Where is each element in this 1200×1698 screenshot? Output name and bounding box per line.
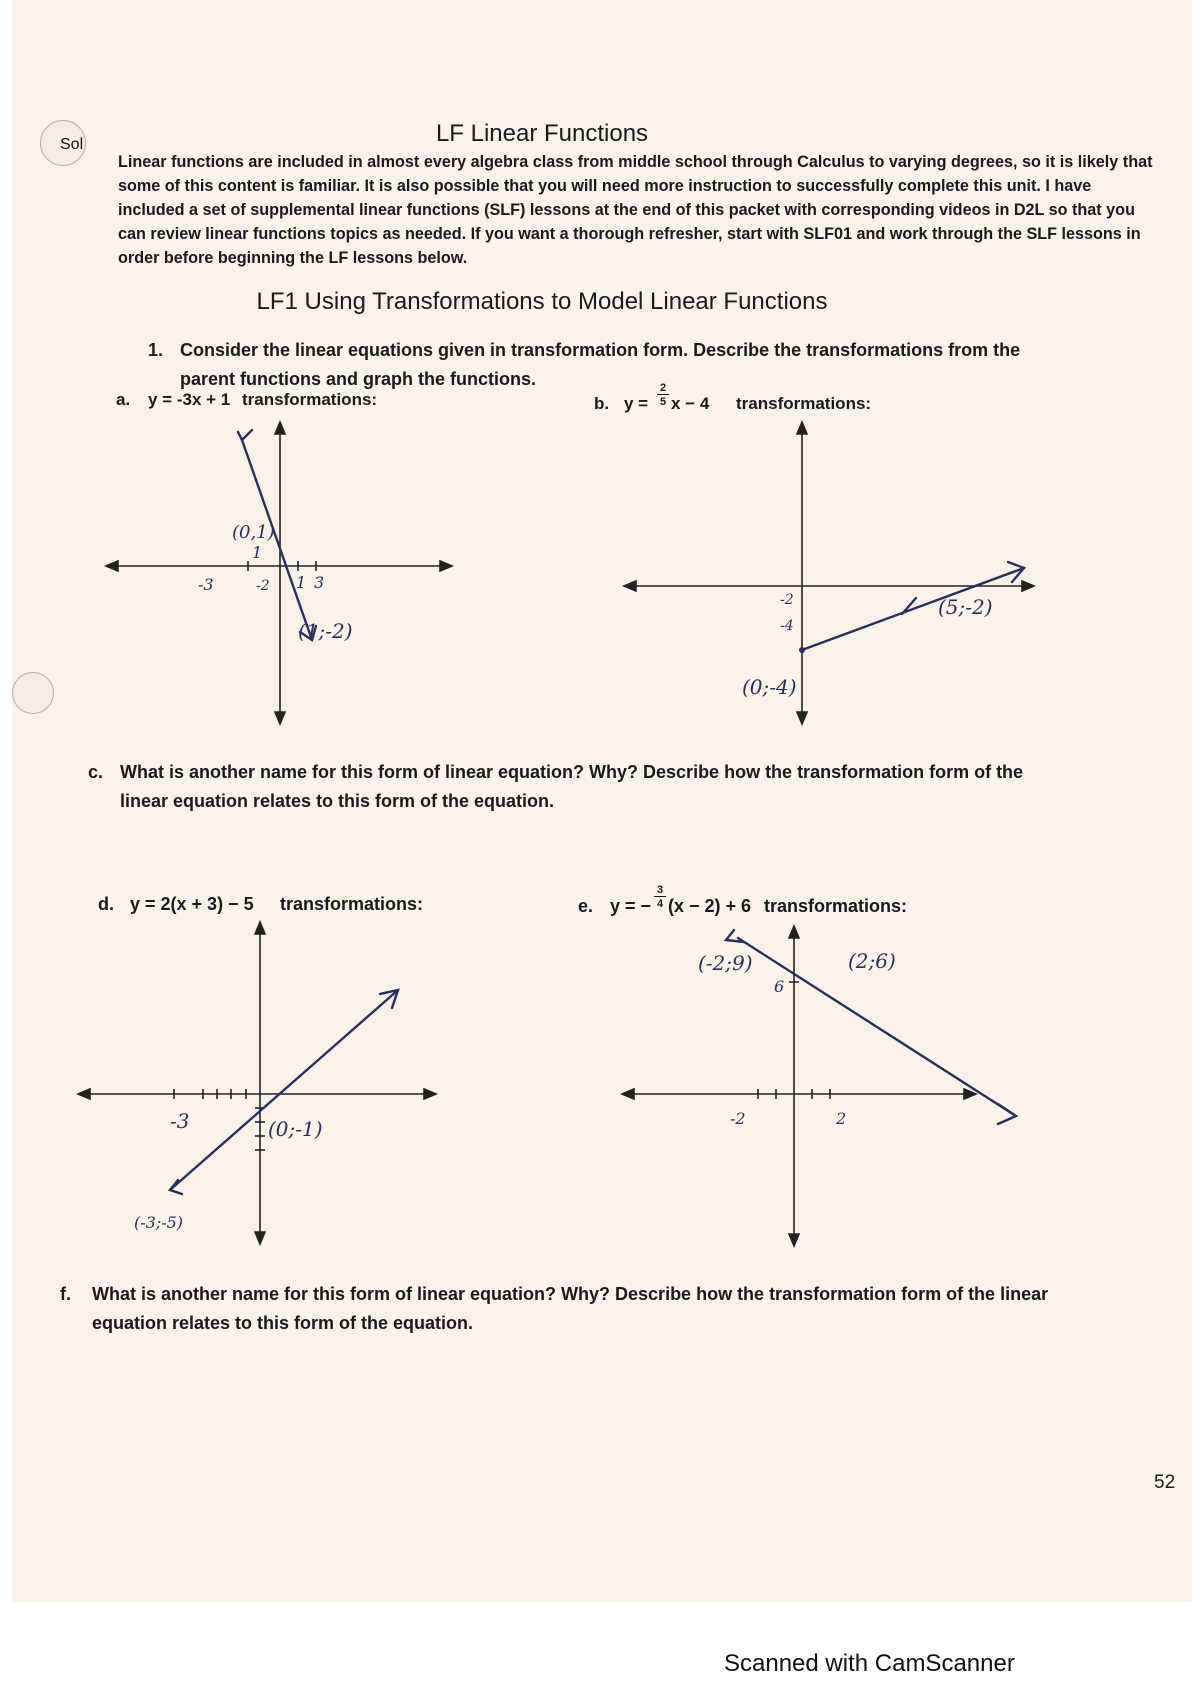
graph-d-y-arrow-top xyxy=(255,922,265,934)
graph-b-point-label-2: (0;-4) xyxy=(742,675,797,699)
sol-label: Sol xyxy=(60,136,84,153)
graph-b-y-arrow-bottom xyxy=(797,712,807,724)
graph-e-tick-label-2: 2 xyxy=(836,1109,847,1128)
problem-b-frac-den: 5 xyxy=(659,396,667,408)
problem-f-letter: f. xyxy=(60,1284,71,1304)
problem-a-label: transformations: xyxy=(242,390,378,409)
problem-b-letter: b. xyxy=(594,394,610,413)
graph-a-x-arrow-right xyxy=(440,561,452,571)
scanned-page xyxy=(12,0,1192,1602)
problem-a-letter: a. xyxy=(116,390,131,409)
graph-a-tick-label-1: 1 xyxy=(296,573,307,592)
graph-a-point-label-1: (0,1) xyxy=(232,522,275,543)
graph-e-line-arrow-bottom xyxy=(998,1104,1016,1124)
graph-a-y-arrow-top xyxy=(275,422,285,434)
graph-e-y-arrow-bottom xyxy=(789,1234,799,1246)
graph-e xyxy=(618,918,1038,1258)
problem-f-text: What is another name for this form of linear equation? Why? Describe how the transformation form of the linear equation relates to this form of the equation. xyxy=(92,1284,1049,1333)
graph-a-tick-label-3: 3 xyxy=(314,573,325,592)
graph-d-line xyxy=(170,990,398,1190)
problem-d-equation: y = 2(x + 3) − 5 xyxy=(130,894,254,914)
graph-b xyxy=(620,418,1040,728)
graph-d-y-arrow-bottom xyxy=(255,1232,265,1244)
graph-d-tick-label-neg3: -3 xyxy=(170,1109,190,1133)
graph-b-point-label-1: (5;-2) xyxy=(938,595,993,619)
problem-e-frac-den: 4 xyxy=(656,898,664,910)
graph-a-tick-label-neg2: -2 xyxy=(256,578,270,594)
graph-e-tick-label-neg2: -2 xyxy=(730,1109,746,1128)
graph-e-point-label-2: (2;6) xyxy=(848,949,896,973)
graph-e-point-label-1: (-2;9) xyxy=(698,951,753,975)
problem-e-letter: e. xyxy=(578,896,594,916)
graph-a-tick-label-neg3: -3 xyxy=(198,575,214,594)
graph-a-point-label-2: (1;-2) xyxy=(298,619,353,643)
problem-e-eq-end: (x − 2) + 6 xyxy=(668,896,752,916)
section-title: LF1 Using Transformations to Model Linear Functions xyxy=(256,288,828,315)
question-number: 1. xyxy=(148,340,164,360)
problem-b-eq-end: x − 4 xyxy=(671,394,710,413)
graph-a-x-arrow-left xyxy=(106,561,118,571)
graph-d-x-arrow-right xyxy=(424,1089,436,1099)
graph-e-y-arrow-top xyxy=(789,926,799,938)
scanner-watermark: Scanned with CamScanner xyxy=(724,1650,1015,1677)
graph-d xyxy=(74,918,474,1248)
problem-e-frac-num: 3 xyxy=(654,884,666,897)
graph-e-tick-label-6: 6 xyxy=(774,977,785,996)
page-number: 52 xyxy=(1154,1472,1176,1493)
problem-c-letter: c. xyxy=(88,762,104,782)
problem-b-eq-start: y = xyxy=(624,394,649,413)
graph-b-x-arrow-right xyxy=(1022,581,1034,591)
graph-d-point-label-1: (0;-1) xyxy=(268,1117,323,1141)
graph-a-tick-label-y1: 1 xyxy=(252,543,263,562)
intro-paragraph: Linear functions are included in almost every algebra class from middle school through Calculus to varying degrees, so it is likely that some of this content is familiar. It is also possible that you will need more instruction to successfully complete this unit. I have included a set of supplemental linear functions (SLF) lessons at the end of this packet with corresponding videos in D2L so that you can review linear functions topics as needed. If you want a thorough refresher, start with SLF01 and work through the SLF lessons in order before beginning the LF lessons below. xyxy=(118,153,1153,267)
graph-a-line-arrow-top xyxy=(238,430,252,440)
graph-d-point-label-2: (-3;-5) xyxy=(134,1213,184,1232)
graph-a xyxy=(102,418,462,728)
graph-d-x-arrow-left xyxy=(78,1089,90,1099)
graph-b-x-arrow-left xyxy=(624,581,636,591)
graph-b-tick-label-neg2: -2 xyxy=(780,592,794,608)
problem-b-label: transformations: xyxy=(736,394,872,413)
graph-a-y-arrow-bottom xyxy=(275,712,285,724)
problem-e-eq-start: y = − xyxy=(610,896,652,916)
problem-a-equation: y = -3x + 1 xyxy=(148,390,231,409)
graph-e-x-arrow-left xyxy=(622,1089,634,1099)
problem-c-text: What is another name for this form of linear equation? Why? Describe how the transformation form of the linear equation relates to this form of the equation. xyxy=(120,762,1024,811)
problem-d-label: transformations: xyxy=(280,894,424,914)
page-title: LF Linear Functions xyxy=(435,120,649,147)
problem-e-label: transformations: xyxy=(764,896,908,916)
problem-d-letter: d. xyxy=(98,894,114,914)
problem-b-frac-num: 2 xyxy=(657,382,669,395)
graph-b-y-arrow-top xyxy=(797,422,807,434)
graph-b-point-y-intercept xyxy=(799,647,805,653)
graph-b-tick-label-neg4: -4 xyxy=(780,618,794,634)
binder-hole-middle xyxy=(12,672,54,714)
question-1-text: Consider the linear equations given in transformation form. Describe the transformations from the parent functions and graph the functions. xyxy=(180,340,1021,389)
